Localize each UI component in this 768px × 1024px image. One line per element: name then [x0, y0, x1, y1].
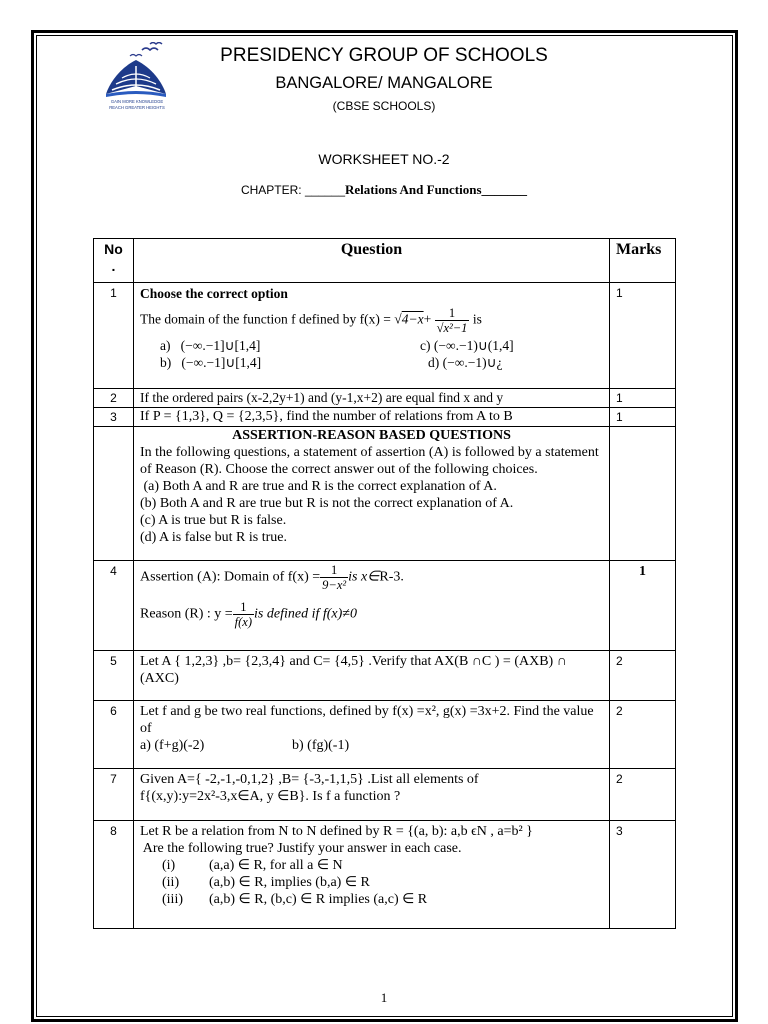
question-marks: 2: [610, 701, 676, 769]
question-text: If the ordered pairs (x-2,2y+1) and (y-1,x+2) are equal find x and y: [134, 389, 610, 408]
option-b: b) (fg)(-1): [292, 738, 350, 753]
svg-text:REACH GREATER HEIGHTS: REACH GREATER HEIGHTS: [109, 105, 165, 110]
chapter-label: CHAPTER: ______: [240, 183, 345, 197]
question-text: Let R be a relation from N to N defined by R = {(a, b): a,b ϵN , a=b² } Are the following true? Justify your answer in each case. (i) (a,a) ∈ R, for all a ∈ N (ii) (a,b) ∈ R, implies (b,a) ∈ R (iii) (a,b) ∈ R, (b,c) ∈ R implies (a,c) ∈ R: [134, 821, 610, 929]
question-marks: 1: [610, 389, 676, 408]
list-item: (i) (a,a) ∈ R, for all a ∈ N: [162, 858, 343, 873]
question-marks: 1: [610, 283, 676, 389]
school-name: PRESIDENCY GROUP OF SCHOOLS: [220, 45, 548, 66]
header-no: No .: [94, 239, 134, 283]
table-row: [94, 561, 676, 651]
question-marks: 1: [610, 408, 676, 427]
header-question: Question: [134, 239, 610, 283]
svg-text:GAIN MORE KNOWLEDGE: GAIN MORE KNOWLEDGE: [110, 99, 164, 104]
table-row: [94, 389, 676, 408]
option-a: (−∞.−1]∪[1,4]: [180, 338, 261, 353]
option-d: (−∞.−1)∪¿: [442, 355, 503, 370]
worksheet-title: WORKSHEET NO.-2: [318, 151, 450, 167]
question-number: 3: [94, 408, 134, 427]
fraction: $\frac{1}{\text{9−x²}}$: [322, 563, 347, 592]
question-marks: 1: [610, 561, 676, 651]
school-board: (CBSE SCHOOLS): [332, 99, 436, 113]
option-b: (−∞.−1]∪[1,4]: [181, 355, 262, 370]
question-title: Choose the correct option: [140, 286, 288, 301]
table-row: [94, 427, 676, 561]
option-a: a) (f+g)(-2): [140, 738, 205, 753]
question-text: Let A { 1,2,3} ,b= {2,3,4} and C= {4,5} .Verify that AX(B ∩C ) = (AXB) ∩ (AXC): [134, 651, 610, 701]
page-number: 1: [380, 990, 388, 1005]
table-row: [94, 283, 676, 389]
question-number: 2: [94, 389, 134, 408]
table-row: [94, 769, 676, 821]
school-location: BANGALORE/ MANGALORE: [275, 74, 493, 92]
table-row: [94, 701, 676, 769]
question-marks: 2: [610, 769, 676, 821]
list-item: (iii) (a,b) ∈ R, (b,c) ∈ R implies (a,c) ∈ R: [162, 892, 428, 907]
table-row: [94, 408, 676, 427]
question-marks: 3: [610, 821, 676, 929]
question-number: 4: [94, 561, 134, 651]
question-table: [93, 238, 676, 929]
list-item: (ii) (a,b) ∈ R, implies (b,a) ∈ R: [162, 875, 370, 890]
question-number: 6: [94, 701, 134, 769]
question-number: 5: [94, 651, 134, 701]
option-c: (−∞.−1)∪(1,4]: [433, 338, 514, 353]
header-marks: Marks: [610, 239, 676, 283]
section-heading: ASSERTION-REASON BASED QUESTIONS: [232, 428, 511, 443]
chapter-name: Relations And Functions_______: [345, 182, 528, 197]
question-number: 7: [94, 769, 134, 821]
table-row: [94, 651, 676, 701]
question-text: Choose the correct option The domain of the function f defined by f(x) = √4−x+ $\frac{1}{\text{√x²−1}}$ is a) (−∞.−1]∪[1,4] b) (−∞.−1]∪[1,4] c) (−∞.−1)∪(1,4] d) (−∞.−1)∪¿: [134, 283, 610, 389]
table-row: [94, 821, 676, 929]
assertion-reason-instructions: ASSERTION-REASON BASED QUESTIONS In the following questions, a statement of assertion (A) is followed by a statement of Reason (R). Choose the correct answer out of the following choices. (a) Both A and R are true and R is the correct explanation of A. (b) Both A and R are true but R is not the correct explanation of A. (c) A is true but R is false. (d) A is false but R is true.: [134, 427, 610, 561]
fraction: $\frac{1}{f(x)}$: [234, 600, 253, 629]
fraction: $\frac{1}{\text{√x²−1}}$: [436, 306, 468, 335]
question-number: 8: [94, 821, 134, 929]
question-number: 1: [94, 283, 134, 389]
question-marks: 2: [610, 651, 676, 701]
table-header-row: [94, 239, 676, 283]
question-text: If P = {1,3}, Q = {2,3,5}, find the number of relations from A to B: [134, 408, 610, 427]
chapter-line: [0, 182, 768, 198]
question-text: Given A={ -2,-1,-0,1,2} ,B= {-3,-1,1,5} .List all elements of f{(x,y):y=2x²-3,x∈A, y ∈B}. Is f a function ?: [134, 769, 610, 821]
sub-items: [140, 857, 603, 908]
question-text: Let f and g be two real functions, defined by f(x) =x², g(x) =3x+2. Find the value of a) (f+g)(-2) b) (fg)(-1): [134, 701, 610, 769]
question-text: Assertion (A): Domain of f(x) = $\frac{1}{\text{9−x²}}$ is x∈R-3. Reason (R) : y = $\frac{1}{f(x)}$ is defined if f(x)≠0: [134, 561, 610, 651]
